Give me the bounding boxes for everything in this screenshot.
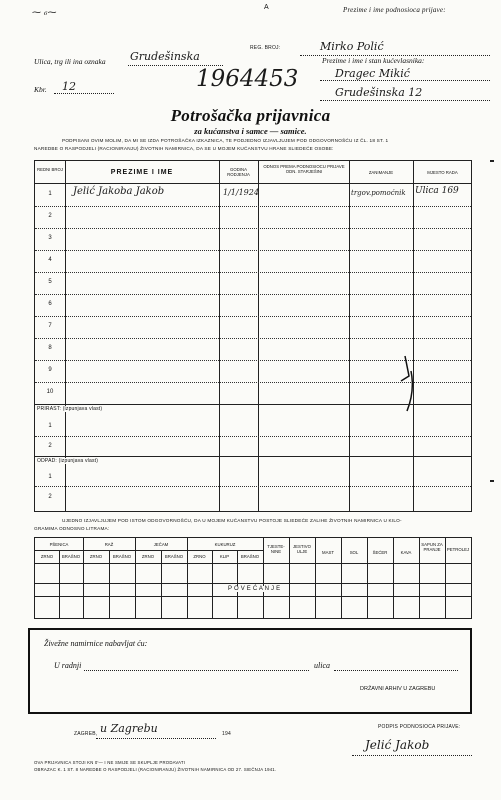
row1-job: trgov.pomoćnik bbox=[351, 189, 406, 197]
stock-divider bbox=[161, 550, 162, 618]
prirast-separator bbox=[35, 404, 471, 405]
stock-divider bbox=[59, 550, 60, 618]
stock-divider bbox=[109, 550, 110, 618]
house-owner-address: Grudešinska 12 bbox=[335, 86, 423, 99]
house-owner-value: Dragec Mikić bbox=[335, 67, 410, 80]
signature-value: Jelić Jakob bbox=[365, 738, 430, 752]
odpad-row-number: 1 bbox=[48, 474, 52, 480]
prirast-label: PRIRAST: (izpunjava vlast) bbox=[37, 406, 103, 412]
signature-line bbox=[352, 755, 472, 756]
row-separator bbox=[35, 228, 471, 229]
row-separator bbox=[35, 206, 471, 207]
row-separator bbox=[35, 486, 471, 487]
stock-divider bbox=[419, 538, 420, 618]
col-divider bbox=[413, 161, 414, 511]
shop-ulica-line bbox=[334, 670, 458, 671]
stock-divider bbox=[263, 538, 264, 618]
shop-radnji-line bbox=[84, 670, 309, 671]
sub-brasno: BRAŠNO bbox=[61, 554, 81, 559]
stock-group-psenica: PŠENICA bbox=[49, 542, 69, 547]
edge-mark bbox=[490, 480, 494, 482]
sub-brasno: BRAŠNO bbox=[240, 554, 260, 559]
header-separator bbox=[35, 183, 471, 184]
row1-name: Jelić Jakoba Jakob bbox=[73, 186, 165, 197]
shop-box bbox=[28, 628, 472, 714]
kbr-value: 12 bbox=[62, 80, 76, 93]
stock-group-jecam: JEČAM bbox=[153, 542, 169, 547]
col-divider bbox=[349, 161, 350, 511]
kbr-line bbox=[54, 93, 114, 94]
place-value: u Zagrebu bbox=[100, 722, 158, 735]
row1-year: 1/1/1924 bbox=[223, 188, 259, 197]
sub-zrno: ZRNO bbox=[40, 554, 54, 559]
stock-divider bbox=[212, 550, 213, 618]
stock-divider bbox=[445, 538, 446, 618]
odpad-label: ODPAD: (izpunjava vlast) bbox=[37, 458, 99, 464]
applicant-value: Mirko Polić bbox=[320, 40, 384, 53]
col-divider bbox=[219, 161, 220, 511]
col-header-redni: REDNI BROJ bbox=[36, 167, 64, 172]
stock-divider bbox=[135, 538, 136, 618]
shop-ulica-label: ulica bbox=[314, 661, 330, 670]
col-header-mjesto: MJESTO RADA bbox=[427, 170, 458, 175]
col-sol: SOL bbox=[349, 550, 359, 555]
row-separator bbox=[35, 338, 471, 339]
sub-zrno: ZRNO bbox=[193, 554, 206, 559]
sub-zrno: ZRNO bbox=[89, 554, 103, 559]
row1-place: Ulica 169 bbox=[415, 186, 459, 196]
place-label: ZAGREB, bbox=[74, 731, 98, 737]
row-separator bbox=[35, 250, 471, 251]
sub-klip: KLIP bbox=[219, 554, 230, 559]
prirast-row-number: 1 bbox=[48, 423, 52, 429]
form-subtitle: za kućanstva i samce — samice. bbox=[194, 126, 307, 136]
edge-mark bbox=[490, 160, 494, 162]
stock-table bbox=[34, 537, 472, 619]
row-number: 7 bbox=[48, 323, 52, 329]
col-header-name: PREZIME I IME bbox=[110, 169, 174, 176]
intro-line-1: PODPISANI OVIM MOLIM, DA MI SE IZDA POTROŠAČKA IZKAZNICA, TE PODJEDNO IZJAVLJUJEM POD ODGOVORNOŠĆU IZ ČL. 18 ST. 1 bbox=[62, 138, 389, 143]
stock-row-line bbox=[35, 583, 471, 584]
stock-header-line bbox=[35, 563, 471, 564]
row-number: 10 bbox=[46, 389, 54, 395]
strike-mark bbox=[395, 351, 425, 421]
col-mast: MAST bbox=[322, 550, 334, 555]
row-separator bbox=[35, 436, 471, 437]
signature-label: PODPIS PODNOSIOCA PRIJAVE: bbox=[378, 724, 461, 730]
stock-intro-line-2: GRAMIMA ODNOSNO LITRAMA: bbox=[34, 526, 110, 531]
stock-divider bbox=[83, 538, 84, 618]
row-number: 3 bbox=[48, 235, 52, 241]
intro-line-2: NAREDBE O RASPODJELI (RACIONIRANJU) ŽIVOTNIH NAMIRNICA, DA SE U MOJEM KUĆANSTVU HRANE SLIEDEĆE OSOBE: bbox=[34, 146, 334, 151]
place-line bbox=[96, 738, 216, 739]
corner-scribble: ⁓ ₆⁓ bbox=[32, 8, 57, 18]
stock-divider bbox=[393, 538, 394, 618]
form-title: Potrošačka prijavnica bbox=[170, 106, 331, 125]
house-owner-line bbox=[320, 80, 490, 81]
row-number: 2 bbox=[48, 213, 52, 219]
col-header-godina: GODINA RODJENJA bbox=[227, 167, 250, 177]
col-kava: KAVA bbox=[400, 550, 412, 555]
stock-divider bbox=[367, 538, 368, 618]
row-number: 1 bbox=[48, 191, 52, 197]
prirast-row-number: 2 bbox=[48, 443, 52, 449]
stock-divider bbox=[237, 550, 238, 618]
sub-brasno: BRAŠNO bbox=[164, 554, 184, 559]
col-divider bbox=[258, 161, 259, 511]
odpad-row-number: 2 bbox=[48, 494, 52, 500]
archive-stamp: DRŽAVNI ARHIV U ZAGREBU bbox=[360, 686, 436, 692]
shop-label: Živežne namirnice nabavljat ću: bbox=[44, 639, 148, 648]
stock-divider bbox=[341, 538, 342, 618]
sub-brasno: BRAŠNO bbox=[112, 554, 132, 559]
address-label: Ulica, trg ili ina oznaka bbox=[34, 57, 106, 66]
row-separator bbox=[35, 272, 471, 273]
house-owner-label: Prezime i ime i stan kućevlasnika: bbox=[322, 56, 425, 65]
year-suffix: 194 bbox=[222, 731, 231, 737]
stock-intro-line-1: UJEDNO IZJAVLJUJEM POD ISTOM ODGOVORNOŠĆU, DA U MOJEM KUĆANSTVU POSTOJE SLIEDEĆE ZALIHE ŽIVOTNIH NAMIRNICA U KILO- bbox=[62, 518, 402, 523]
stock-divider bbox=[315, 538, 316, 618]
footer-note-1: OVA PRIJAVNICA STOJI KN 0'— I NE SMIJE SE SKUPLJE PRODAVATI bbox=[34, 760, 186, 765]
row-separator bbox=[35, 294, 471, 295]
row-number: 5 bbox=[48, 279, 52, 285]
stock-divider bbox=[187, 538, 188, 618]
odpad-separator bbox=[35, 456, 471, 457]
sub-zrno: ZRNO bbox=[141, 554, 155, 559]
stock-row-line bbox=[35, 596, 471, 597]
kbr-label: Kbr. bbox=[34, 85, 47, 94]
stock-group-kukuruz: KUKURUZ bbox=[214, 542, 236, 547]
row-number: 9 bbox=[48, 367, 52, 373]
col-jestivo-ulje: JESTIVO ULJE bbox=[293, 544, 311, 554]
povecanje-label: P O V E Ć A N J E bbox=[225, 586, 283, 592]
row-number: 8 bbox=[48, 345, 52, 351]
persons-table bbox=[34, 160, 472, 512]
shop-radnji-label: U radnji bbox=[54, 661, 82, 670]
col-header-zanimanje: ZANIMANJE bbox=[368, 170, 394, 175]
col-secer: ŠEĆER bbox=[372, 550, 388, 555]
col-sapun: SAPUN ZA PRANJE bbox=[421, 542, 443, 552]
row-number: 4 bbox=[48, 257, 52, 263]
col-header-odnos: ODNOS PREMA PODNOSIOCU PRIJAVE ODN. STARJEŠINI bbox=[263, 164, 345, 174]
applicant-label: Prezime i ime podnosioca prijave: bbox=[343, 6, 446, 14]
mark-a: A bbox=[264, 4, 269, 11]
row-number: 6 bbox=[48, 301, 52, 307]
stock-divider bbox=[289, 538, 290, 618]
row-separator bbox=[35, 316, 471, 317]
col-tjestenine: TJESTE-NINE bbox=[267, 544, 285, 554]
registration-number: 1964453 bbox=[196, 66, 299, 92]
reg-broj-label: REG. BROJ: bbox=[250, 45, 281, 51]
address-value: Grudešinska bbox=[130, 50, 200, 63]
stock-group-raz: RAŽ bbox=[104, 542, 114, 547]
footer-note-2: OBRAZAC K. 1 ST. 8 NAREDBE O RASPODJELI (RACIONIRANJU) ŽIVOTNIH NAMIRNICA OD 27. SIEČNJA 1941. bbox=[34, 767, 277, 772]
col-petrolej: PETROLEJ bbox=[446, 547, 470, 552]
house-owner-address-line bbox=[320, 100, 490, 101]
stock-group-line bbox=[35, 550, 263, 551]
